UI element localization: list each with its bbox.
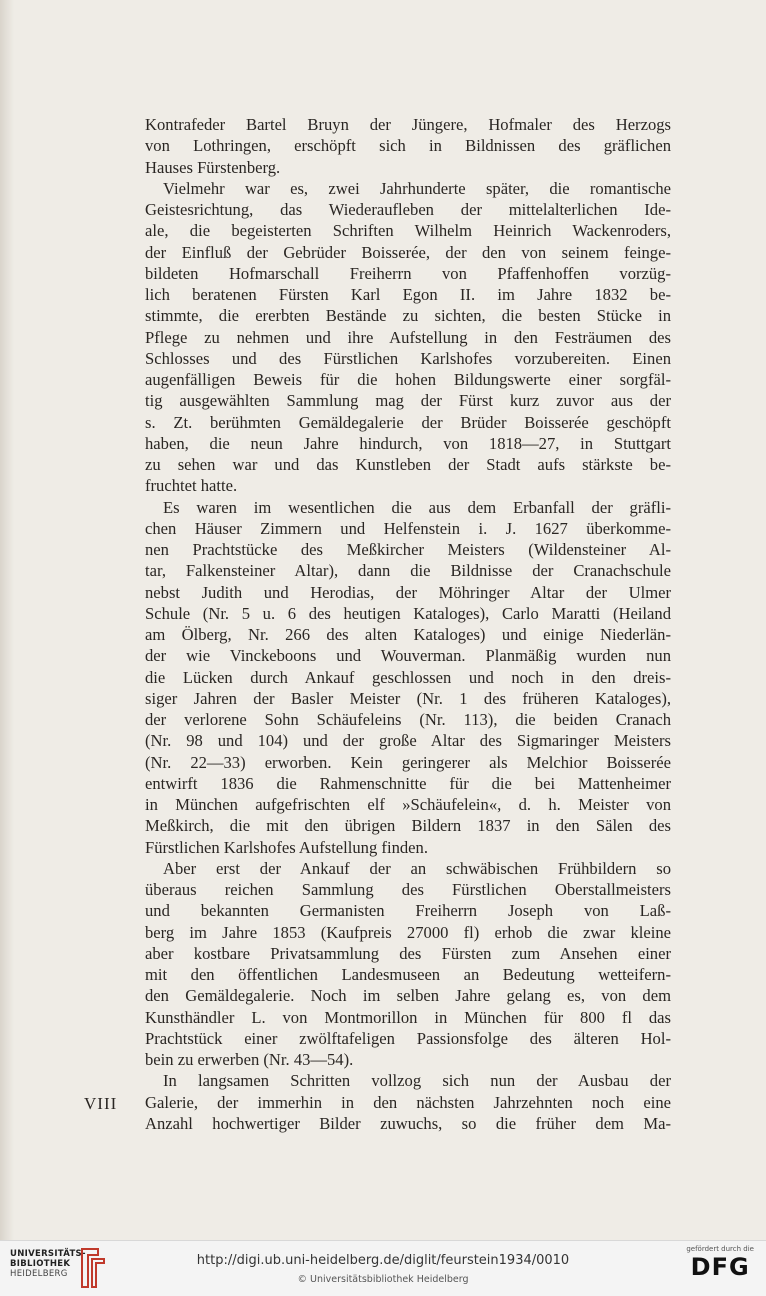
- page-number: VIII: [84, 1094, 118, 1113]
- text-line: Geistesrichtung, das Wiederaufleben der mittelalterlichen Ide-: [145, 200, 671, 219]
- text-line: Hauses Fürstenberg.: [145, 157, 281, 177]
- text-line: von Lothringen, erschöpft sich in Bildnissen des gräflichen: [145, 136, 671, 156]
- text-line: chen Häuser Zimmern und Helfenstein i. J. 1627 überkomme-: [145, 518, 671, 538]
- text-line: den Gemäldegalerie. Noch im selben Jahre gelang es, von dem: [145, 986, 671, 1006]
- text-line: Anzahl hochwertiger Bilder zuwuchs, so die früher dem Ma-: [145, 1113, 671, 1133]
- text-line: Kontrafeder Bartel Bruyn der Jüngere, Hofmaler des Herzogs: [145, 115, 671, 134]
- text-line: mit den öffentlichen Landesmuseen an Bedeutung wetteifern-: [145, 965, 671, 984]
- text-line: überaus reichen Sammlung des Fürstlichen Oberstallmeisters: [145, 880, 671, 899]
- text-line: fruchtet hatte.: [145, 476, 238, 496]
- text-line: am Ölberg, Nr. 266 des alten Kataloges) und einige Niederlän-: [145, 625, 671, 644]
- text-line: Fürstlichen Karlshofes Aufstellung finden.: [145, 837, 428, 857]
- logo-line-1: UNIVERSITÄTS-: [10, 1249, 86, 1259]
- logo-line-3: HEIDELBERG: [10, 1269, 68, 1279]
- text-line: Aber erst der Ankauf der an schwäbischen Frühbildern so: [163, 858, 671, 878]
- text-line: ale, die begeisterten Schriften Wilhelm Heinrich Wackenroders,: [145, 221, 671, 241]
- text-line: Prachtstück einer zwölftafeligen Passionsfolge des älteren Hol-: [145, 1028, 671, 1048]
- logo-line-2: BIBLIOTHEK: [10, 1259, 71, 1269]
- text-line: der Einfluß der Gebrüder Boisserée, der den von seinem feinge-: [145, 242, 671, 262]
- text-line: Meßkirch, die mit den übrigen Bildern 1837 in den Sälen des: [145, 816, 671, 836]
- text-line: tar, Falkensteiner Altar), dann die Bildnisse der Cranachschule: [145, 561, 671, 581]
- text-line: Schlosses und des Fürstlichen Karlshofes vorzubereiten. Einen: [145, 348, 671, 368]
- text-line: siger Jahren der Basler Meister (Nr. 1 des früheren Kataloges),: [145, 688, 671, 708]
- text-line: nebst Judith und Herodias, der Möhringer Altar der Ulmer: [145, 582, 671, 602]
- copyright-notice: © Universitätsbibliothek Heidelberg: [297, 1274, 469, 1285]
- text-line: bein zu erwerben (Nr. 43—54).: [145, 1050, 354, 1069]
- text-line: der verlorene Sohn Schäufeleins (Nr. 113), die beiden Cranach: [145, 710, 671, 729]
- text-line: berg im Jahre 1853 (Kaufpreis 27000 fl) erhob die zwar kleine: [145, 922, 671, 942]
- text-line: Galerie, der immerhin in den nächsten Jahrzehnten noch eine: [145, 1092, 671, 1112]
- text-line: augenfälligen Beweis für die hohen Bildungswerte einer sorgfäl-: [145, 370, 671, 389]
- text-line: und bekannten Germanisten Freiherrn Joseph von Laß-: [145, 901, 671, 921]
- dfg-funded-by: gefördert durch die: [686, 1245, 754, 1253]
- text-line: stimmte, die ererbten Bestände zu sichten, die besten Stücke in: [145, 306, 671, 326]
- text-line: s. Zt. berühmten Gemäldegalerie der Brüder Boisserée geschöpft: [145, 412, 671, 432]
- page-edge-shadow: [0, 0, 14, 1240]
- text-line: Vielmehr war es, zwei Jahrhunderte später, die romantische: [163, 178, 671, 198]
- permalink-url[interactable]: http://digi.ub.uni-heidelberg.de/diglit/feurstein1934/0010: [196, 1253, 570, 1268]
- text-line: nen Prachtstücke des Meßkircher Meisters (Wildensteiner Al-: [145, 540, 671, 559]
- text-line: Pflege zu nehmen und ihre Aufstellung in den Festräumen des: [145, 327, 671, 347]
- text-line: bildeten Hofmarschall Freiherrn von Pfaffenhoffen vorzüg-: [145, 263, 671, 283]
- text-line: Es waren im wesentlichen die aus dem Erbanfall der gräfli-: [163, 497, 671, 517]
- text-line: aber kostbare Privatsammlung des Fürsten zum Ansehen einer: [145, 943, 671, 963]
- text-line: in München aufgefrischten elf »Schäufelein«, d. h. Meister von: [145, 795, 671, 814]
- text-line: tig ausgewählten Sammlung mag der Fürst kurz zuvor aus der: [145, 391, 671, 411]
- footer-bar: [0, 1240, 766, 1296]
- body-text: [145, 114, 671, 1134]
- text-line: In langsamen Schritten vollzog sich nun der Ausbau der: [163, 1071, 671, 1091]
- text-line: der wie Vinckeboons und Wouverman. Planmäßig wurden nun: [145, 646, 671, 666]
- text-line: die Lücken durch Ankauf geschlossen und noch in den dreis-: [145, 667, 671, 687]
- text-line: haben, die neun Jahre hindurch, von 1818—27, in Stuttgart: [145, 433, 671, 453]
- text-line: entwirft 1836 die Rahmenschnitte für die bei Mattenheimer: [145, 773, 671, 793]
- text-line: zu sehen war und das Kunstleben der Stadt aufs stärkste be-: [145, 455, 671, 474]
- text-line: (Nr. 98 und 104) und der große Altar des Sigmaringer Meisters: [145, 731, 671, 751]
- text-line: Schule (Nr. 5 u. 6 des heutigen Kataloges), Carlo Maratti (Heiland: [145, 603, 671, 623]
- text-line: (Nr. 22—33) erworben. Kein geringerer als Melchior Boisserée: [145, 752, 671, 772]
- text-line: Kunsthändler L. von Montmorillon in München für 800 fl das: [145, 1007, 671, 1027]
- dfg-wordmark: DFG: [690, 1253, 750, 1281]
- text-line: lich beratenen Fürsten Karl Egon II. im Jahre 1832 be-: [145, 285, 671, 304]
- dfg-logo[interactable]: [686, 1245, 754, 1281]
